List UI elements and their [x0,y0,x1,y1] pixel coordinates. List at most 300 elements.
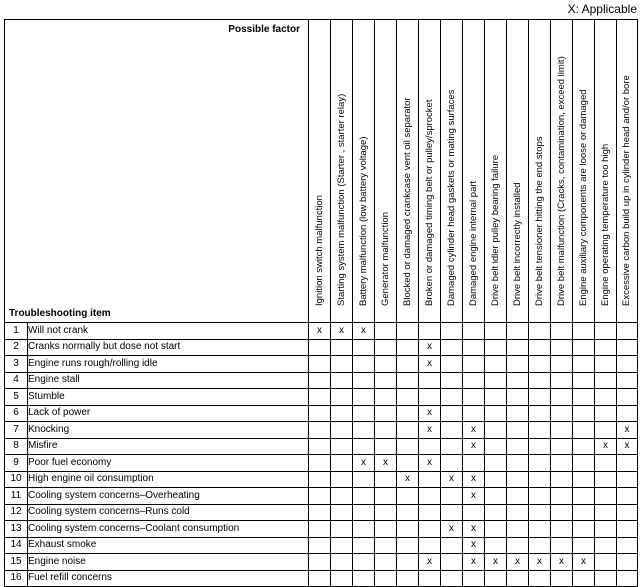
matrix-cell [573,488,595,505]
matrix-cell [529,504,551,521]
matrix-cell [573,521,595,538]
matrix-cell [507,488,529,505]
troubleshooting-item: Stumble [28,389,309,406]
factor-label: Damaged engine internal part [467,180,479,306]
matrix-cell [309,570,331,587]
applicable-mark: x [441,471,463,488]
matrix-cell [573,405,595,422]
matrix-cell [353,372,375,389]
factor-header [463,20,485,323]
applicable-mark: x [441,521,463,538]
matrix-cell [309,537,331,554]
factor-header [529,20,551,323]
matrix-cell [375,405,397,422]
matrix-cell [529,339,551,356]
matrix-cell [441,570,463,587]
applicable-mark: x [375,455,397,472]
troubleshooting-item: Engine stall [28,372,309,389]
matrix-cell [529,471,551,488]
matrix-cell [353,554,375,571]
troubleshooting-item: Engine runs rough/rolling idle [28,356,309,373]
matrix-cell [573,323,595,340]
matrix-cell [573,389,595,406]
matrix-cell [617,471,638,488]
factor-label: Excessive carbon build up in cylinder head and/or bore [621,75,632,306]
troubleshooting-item-label: Troubleshooting item [9,308,111,319]
matrix-cell [595,405,617,422]
matrix-cell [573,504,595,521]
matrix-cell [353,422,375,439]
matrix-cell [397,356,419,373]
matrix-cell [463,504,485,521]
matrix-cell [507,438,529,455]
matrix-cell [485,323,507,340]
troubleshooting-item: Cranks normally but dose not start [28,339,309,356]
matrix-cell [573,372,595,389]
matrix-cell [617,323,638,340]
matrix-cell [507,422,529,439]
matrix-cell [507,323,529,340]
matrix-cell [375,339,397,356]
applicable-mark: x [463,537,485,554]
matrix-cell [617,570,638,587]
matrix-cell [331,455,353,472]
factor-header [617,20,638,323]
matrix-cell [573,471,595,488]
applicable-mark: x [595,438,617,455]
matrix-cell [441,372,463,389]
matrix-cell [419,389,441,406]
row-number: 2 [5,339,28,356]
matrix-cell [485,471,507,488]
matrix-cell [397,554,419,571]
matrix-cell [331,372,353,389]
matrix-cell [507,537,529,554]
matrix-cell [595,323,617,340]
factor-label: Battery malfunction (low battery voltage) [357,136,369,306]
matrix-cell [309,339,331,356]
table-row [5,339,638,356]
matrix-cell [353,570,375,587]
matrix-cell [309,521,331,538]
matrix-cell [485,488,507,505]
matrix-cell [551,488,573,505]
matrix-cell [353,356,375,373]
table-row [5,389,638,406]
matrix-cell [529,356,551,373]
matrix-cell [309,372,331,389]
factor-label: Damaged cylinder head gaskets or mating surfaces [445,89,457,306]
matrix-cell [331,521,353,538]
matrix-cell [441,323,463,340]
factor-header [485,20,507,323]
matrix-cell [507,471,529,488]
applicable-mark: x [617,422,638,439]
applicable-mark: x [353,323,375,340]
matrix-cell [463,372,485,389]
applicable-mark: x [419,339,441,356]
matrix-cell [485,521,507,538]
matrix-cell [463,455,485,472]
matrix-cell [309,438,331,455]
factor-header [375,20,397,323]
matrix-cell [485,405,507,422]
matrix-cell [595,471,617,488]
matrix-cell [353,537,375,554]
matrix-cell [573,570,595,587]
matrix-cell [375,438,397,455]
applicable-mark: x [485,554,507,571]
matrix-cell [331,471,353,488]
troubleshooting-item: High engine oil consumption [28,471,309,488]
table-row [5,438,638,455]
matrix-cell [397,504,419,521]
matrix-cell [441,405,463,422]
row-number: 3 [5,356,28,373]
matrix-cell [617,488,638,505]
table-row [5,422,638,439]
matrix-cell [419,504,441,521]
troubleshooting-item: Will not crank [28,323,309,340]
matrix-cell [485,570,507,587]
matrix-cell [353,488,375,505]
matrix-cell [353,504,375,521]
factor-header [551,20,573,323]
matrix-cell [529,570,551,587]
matrix-cell [309,405,331,422]
matrix-body [5,323,638,587]
matrix-cell [441,488,463,505]
table-row [5,323,638,340]
matrix-cell [573,455,595,472]
matrix-cell [595,356,617,373]
row-number: 1 [5,323,28,340]
matrix-cell [507,339,529,356]
matrix-cell [617,537,638,554]
factor-label: Blocked or damaged crankcase vent oil separator [401,97,413,306]
matrix-cell [375,372,397,389]
matrix-cell [331,389,353,406]
matrix-cell [375,323,397,340]
matrix-cell [595,455,617,472]
matrix-cell [507,372,529,389]
row-number: 6 [5,405,28,422]
table-row [5,405,638,422]
matrix-cell [375,471,397,488]
matrix-cell [551,356,573,373]
matrix-cell [617,389,638,406]
troubleshooting-item: Misfire [28,438,309,455]
matrix-cell [419,521,441,538]
matrix-cell [375,504,397,521]
factor-header [507,20,529,323]
factor-label: Drive belt tensioner hitting the end stops [533,136,545,306]
applicable-mark: x [463,471,485,488]
factor-label: Ignition switch malfunction [313,195,325,306]
matrix-cell [309,356,331,373]
matrix-cell [331,488,353,505]
matrix-cell [573,422,595,439]
matrix-cell [551,339,573,356]
matrix-cell [617,356,638,373]
factor-header [441,20,463,323]
matrix-cell [595,372,617,389]
applicable-mark: x [419,554,441,571]
row-number: 14 [5,537,28,554]
matrix-cell [463,356,485,373]
matrix-cell [353,438,375,455]
matrix-cell [375,389,397,406]
factor-label: Starting system malfunction (Starter , starter relay) [335,93,347,306]
applicable-mark: x [397,471,419,488]
matrix-cell [309,455,331,472]
matrix-cell [551,372,573,389]
matrix-cell [529,323,551,340]
matrix-cell [617,521,638,538]
matrix-cell [507,455,529,472]
applicable-mark: x [617,438,638,455]
factor-header [397,20,419,323]
matrix-cell [353,521,375,538]
matrix-cell [397,339,419,356]
matrix-cell [375,422,397,439]
matrix-cell [617,405,638,422]
matrix-cell [507,521,529,538]
matrix-cell [331,537,353,554]
row-number: 8 [5,438,28,455]
matrix-cell [441,554,463,571]
matrix-cell [529,389,551,406]
applicable-mark: x [463,438,485,455]
matrix-cell [463,405,485,422]
matrix-cell [485,438,507,455]
matrix-cell [507,405,529,422]
matrix-cell [331,570,353,587]
matrix-cell [485,455,507,472]
matrix-cell [617,372,638,389]
factor-header [309,20,331,323]
row-number: 11 [5,488,28,505]
factor-header [353,20,375,323]
factor-header [419,20,441,323]
applicable-mark: x [573,554,595,571]
applicable-mark: x [419,405,441,422]
matrix-cell [529,521,551,538]
matrix-cell [353,339,375,356]
matrix-cell [551,455,573,472]
matrix-cell [441,356,463,373]
matrix-cell [375,554,397,571]
matrix-cell [529,537,551,554]
matrix-cell [397,455,419,472]
matrix-cell [485,422,507,439]
matrix-cell [309,554,331,571]
matrix-cell [397,389,419,406]
matrix-cell [573,438,595,455]
matrix-cell [507,570,529,587]
matrix-cell [441,422,463,439]
factor-label: Drive belt incorrectly installed [511,182,523,306]
table-row [5,356,638,373]
matrix-cell [331,554,353,571]
factor-label: Drive belt idler pulley bearing failure [489,154,501,306]
troubleshooting-item: Poor fuel economy [28,455,309,472]
header-row [5,20,638,323]
matrix-cell [595,488,617,505]
matrix-cell [529,372,551,389]
applicable-mark: x [463,521,485,538]
row-number: 9 [5,455,28,472]
matrix-cell [419,488,441,505]
factor-label: Engine auxiliary components are loose or damaged [577,89,589,306]
matrix-cell [485,389,507,406]
matrix-cell [573,356,595,373]
applicable-mark: x [551,554,573,571]
matrix-cell [551,422,573,439]
row-number: 12 [5,504,28,521]
table-row [5,488,638,505]
row-number: 13 [5,521,28,538]
matrix-cell [485,339,507,356]
applicable-mark: x [529,554,551,571]
matrix-cell [397,438,419,455]
matrix-cell [331,504,353,521]
troubleshooting-item: Cooling system concerns–Runs cold [28,504,309,521]
applicable-mark: x [463,554,485,571]
matrix-cell [419,372,441,389]
matrix-cell [551,521,573,538]
legend: X: Applicable [567,2,637,16]
matrix-cell [507,389,529,406]
table-row [5,554,638,571]
row-number: 4 [5,372,28,389]
matrix-cell [551,537,573,554]
matrix-cell [397,521,419,538]
applicable-mark: x [419,455,441,472]
matrix-cell [353,389,375,406]
factor-label: Drive belt malfunction (Cracks, contamination, exceed limit) [555,56,567,306]
matrix-cell [441,438,463,455]
matrix-cell [595,554,617,571]
matrix-cell [595,389,617,406]
matrix-cell [463,389,485,406]
matrix-cell [331,339,353,356]
matrix-cell [551,570,573,587]
matrix-cell [529,455,551,472]
matrix-cell [529,438,551,455]
matrix-cell [309,422,331,439]
matrix-cell [617,554,638,571]
applicable-mark: x [507,554,529,571]
applicable-mark: x [419,422,441,439]
factor-header [595,20,617,323]
matrix-cell [441,455,463,472]
applicable-mark: x [463,488,485,505]
matrix-cell [397,422,419,439]
matrix-cell [485,356,507,373]
row-number: 16 [5,570,28,587]
row-number: 5 [5,389,28,406]
factor-label: Engine operating temperature too high [599,143,611,306]
matrix-cell [529,422,551,439]
matrix-cell [331,422,353,439]
matrix-cell [309,504,331,521]
matrix-cell [353,405,375,422]
matrix-cell [375,537,397,554]
matrix-cell [595,422,617,439]
matrix-cell [309,471,331,488]
matrix-cell [595,570,617,587]
matrix-cell [397,323,419,340]
matrix-cell [551,438,573,455]
table-row [5,471,638,488]
matrix-cell [397,488,419,505]
troubleshooting-item: Engine noise [28,554,309,571]
row-number: 15 [5,554,28,571]
matrix-cell [485,537,507,554]
possible-factor-label: Possible factor [228,24,300,35]
table-row [5,570,638,587]
table-row [5,521,638,538]
troubleshooting-item: Cooling system concerns–Overheating [28,488,309,505]
matrix-cell [485,504,507,521]
factor-label: Broken or damaged timing belt or pulley/sprocket [423,99,435,306]
matrix-cell [441,537,463,554]
table-row [5,537,638,554]
matrix-cell [375,521,397,538]
matrix-cell [529,405,551,422]
troubleshooting-item: Lack of power [28,405,309,422]
matrix-cell [331,356,353,373]
matrix-cell [617,504,638,521]
row-number: 7 [5,422,28,439]
matrix-cell [397,537,419,554]
matrix-cell [375,356,397,373]
matrix-cell [309,488,331,505]
table-row [5,504,638,521]
matrix-cell [551,471,573,488]
matrix-cell [397,405,419,422]
troubleshooting-item: Fuel refill concerns [28,570,309,587]
matrix-cell [309,389,331,406]
troubleshooting-item: Exhaust smoke [28,537,309,554]
matrix-cell [551,323,573,340]
row-number: 10 [5,471,28,488]
matrix-cell [463,570,485,587]
factor-header [573,20,595,323]
table-row [5,455,638,472]
matrix-cell [529,488,551,505]
matrix-cell [573,537,595,554]
matrix-cell [353,471,375,488]
matrix-cell [397,570,419,587]
factor-header [331,20,353,323]
matrix-cell [419,323,441,340]
corner-header [5,20,309,323]
matrix-cell [419,438,441,455]
matrix-cell [551,504,573,521]
applicable-mark: x [419,356,441,373]
applicable-mark: x [331,323,353,340]
applicable-mark: x [463,422,485,439]
applicable-mark: x [353,455,375,472]
matrix-cell [595,521,617,538]
matrix-cell [419,471,441,488]
matrix-cell [485,372,507,389]
matrix-cell [595,537,617,554]
matrix-cell [441,389,463,406]
matrix-cell [463,323,485,340]
